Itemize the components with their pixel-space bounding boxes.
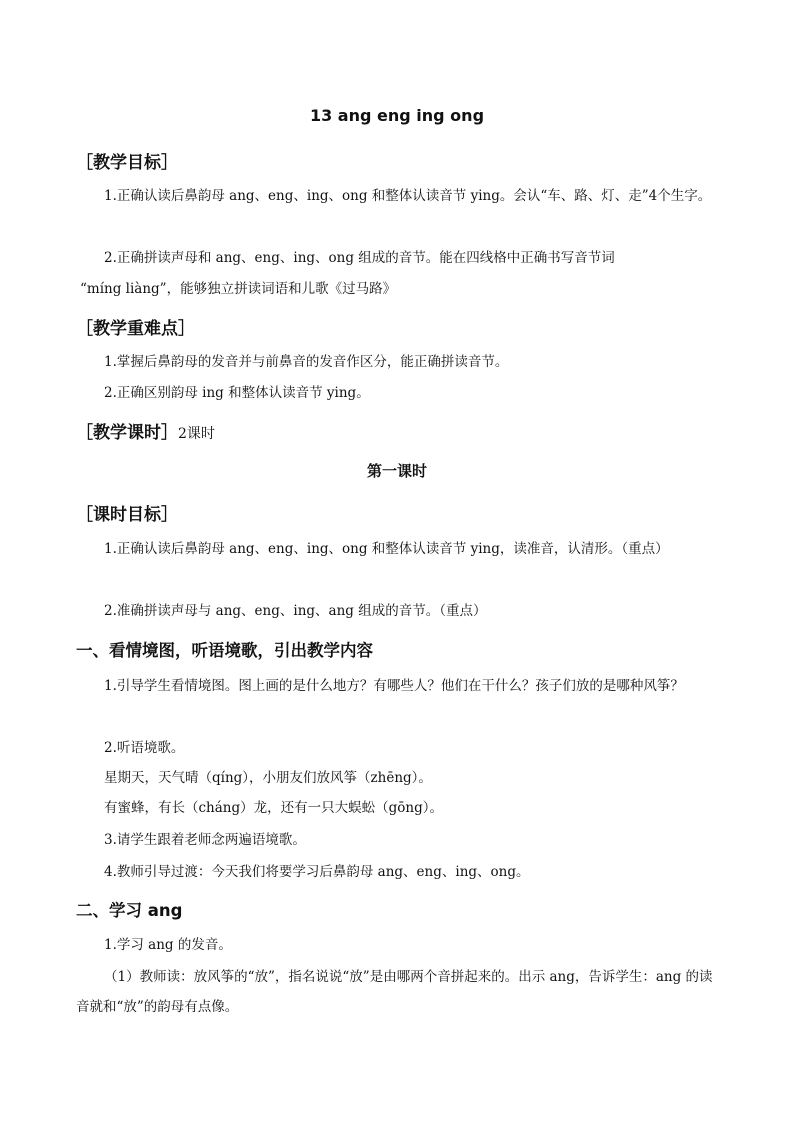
goal-2b: “míng liàng”，能够独立拼读词语和儿歌《过马路》 (80, 281, 397, 297)
lesson-goals-heading: ［课时目标］ (76, 505, 178, 525)
section-2-heading: 二、学习 ang (76, 901, 183, 920)
hours-value: 2课时 (178, 426, 215, 442)
document-title: 13 ang eng ing ong (309, 106, 485, 125)
goal-1: 1.正确认读后鼻韵母 ang、eng、ing、ong 和整体认读音节 ying。会认“车、路、灯、走”4个生字。 (104, 188, 712, 204)
lesson-title: 第一课时 (366, 462, 427, 480)
goals-heading: ［教学目标］ (76, 153, 178, 173)
hours-heading-label: ［教学课时］ (76, 423, 178, 443)
section-2-item-1-detail: （1）教师读：放风筝的“放”，指名说说“放”是由哪两个音拼起来的。出示 ang，告诉学生：ang 的读音就和“放”的韵母有点像。 (76, 969, 713, 1015)
section-1-item-4: 4.教师引导过渡：今天我们将要学习后鼻韵母 ang、eng、ing、ong。 (104, 864, 530, 880)
section-1-heading: 一、看情境图，听语境歌，引出教学内容 (76, 641, 373, 660)
section-1-rhyme-line-2: 有蜜蜂，有长（cháng）龙，还有一只大蜈蚣（gōng）。 (104, 800, 443, 816)
section-2-item-1: 1.学习 ang 的发音。 (104, 937, 232, 953)
lesson-goal-2: 2.准确拼读声母与 ang、eng、ing、ang 组成的音节。（重点） (104, 603, 487, 619)
section-1-rhyme-line-1: 星期天，天气晴（qíng），小朋友们放风筝（zhēng）。 (104, 770, 432, 786)
key-point-2: 2.正确区别韵母 ing 和整体认读音节 ying。 (104, 385, 370, 401)
key-point-1: 1.掌握后鼻韵母的发音并与前鼻音的发音作区分，能正确拼读音节。 (104, 354, 509, 370)
lesson-goal-1: 1.正确认读后鼻韵母 ang、eng、ing、ong 和整体认读音节 ying，读准音，认清形。（重点） (104, 541, 669, 557)
section-1-item-3: 3.请学生跟着老师念两遍语境歌。 (104, 832, 306, 848)
key-points-heading: ［教学重难点］ (76, 319, 195, 339)
goal-2a: 2.正确拼读声母和 ang、eng、ing、ong 组成的音节。能在四线格中正确书写音节词 (104, 250, 615, 266)
hours-heading (76, 418, 215, 443)
section-1-item-2: 2.听语境歌。 (104, 740, 185, 756)
section-1-item-1: 1.引导学生看情境图。图上画的是什么地方？有哪些人？他们在干什么？孩子们放的是哪种风筝？ (104, 678, 684, 694)
